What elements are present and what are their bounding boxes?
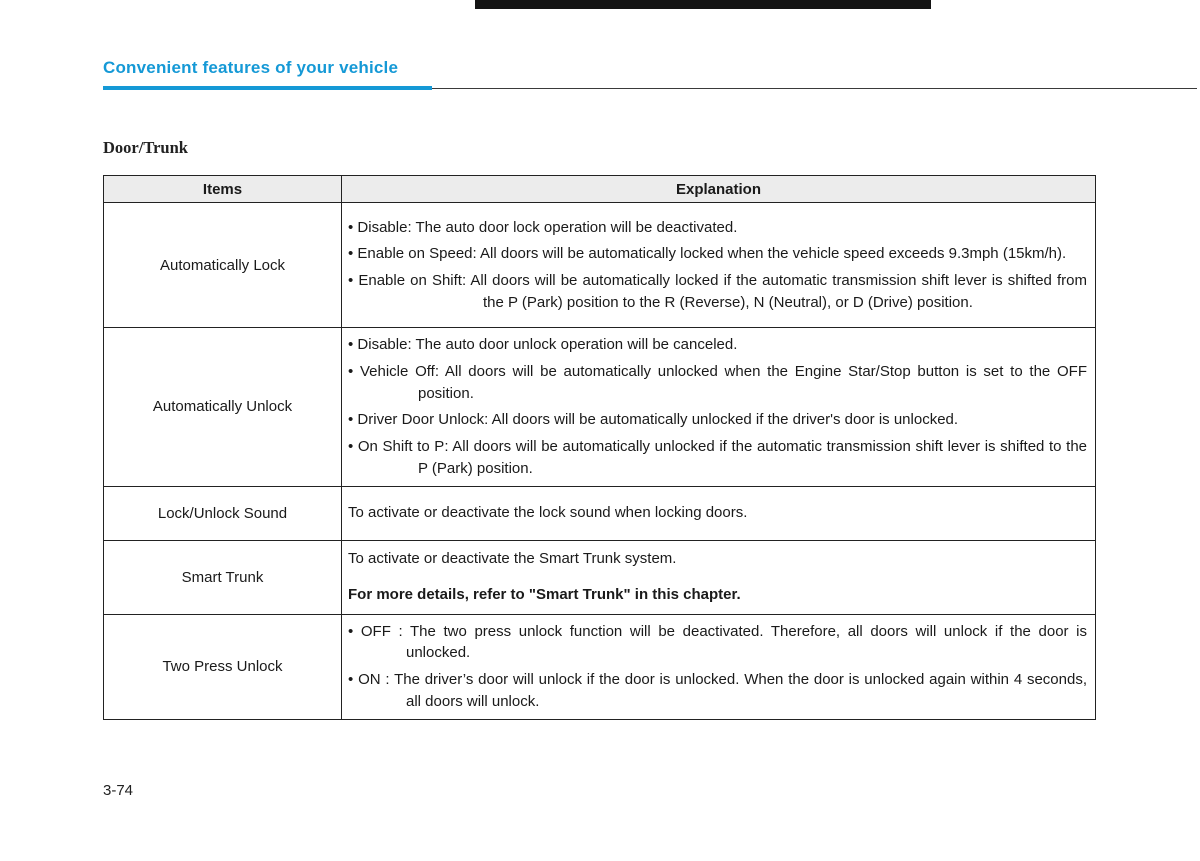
table-row <box>104 203 1096 328</box>
bullet-list <box>348 621 1087 713</box>
bullet-list <box>348 217 1087 314</box>
item-cell-lock-unlock-sound: Lock/Unlock Sound <box>104 486 342 540</box>
explanation-cell <box>342 203 1096 328</box>
table-header-row <box>104 176 1096 203</box>
explanation-bold-note: For more details, refer to "Smart Trunk" in this chapter. <box>348 586 741 603</box>
explanation-text: To activate or deactivate the lock sound when locking doors. <box>348 504 748 522</box>
table-row <box>104 614 1096 719</box>
explanation-text: To activate or deactivate the Smart Trunk system. <box>348 550 677 568</box>
bullet-item: • OFF : The two press unlock function will be deactivated. Therefore, all doors will unlock if the door is unlocked. <box>348 621 1087 665</box>
explanation-cell <box>342 540 1096 614</box>
col-header-explanation: Explanation <box>342 176 1096 203</box>
bullet-item: • Enable on Speed: All doors will be automatically locked when the vehicle speed exceeds 9.3mph (15km/h). <box>348 243 1087 265</box>
door-trunk-table-container <box>103 175 1096 720</box>
door-trunk-table <box>103 175 1096 720</box>
item-cell-smart-trunk: Smart Trunk <box>104 540 342 614</box>
bullet-item: • On Shift to P: All doors will be automatically unlocked if the automatic transmission shift lever is shifted to the P (Park) position. <box>348 436 1087 480</box>
table-row <box>104 486 1096 540</box>
bullet-item: • Driver Door Unlock: All doors will be automatically unlocked if the driver's door is unlocked. <box>348 409 1087 431</box>
title-underline-accent <box>103 86 432 90</box>
explanation-cell <box>342 614 1096 719</box>
table-row <box>104 328 1096 487</box>
scan-artifact-bar <box>475 0 931 9</box>
bullet-item: • Disable: The auto door lock operation will be deactivated. <box>348 217 1087 239</box>
bullet-item: • Enable on Shift: All doors will be automatically locked if the automatic transmission shift lever is shifted from the P (Park) position to the R (Reverse), N (Neutral), or D (Drive) position. <box>348 270 1087 314</box>
bullet-item: • ON : The driver’s door will unlock if the door is unlocked. When the door is unlocked again within 4 seconds, all doors will unlock. <box>348 669 1087 713</box>
table-row <box>104 540 1096 614</box>
bullet-item: • Vehicle Off: All doors will be automatically unlocked when the Engine Star/Stop button is set to the OFF position. <box>348 361 1087 405</box>
item-cell-two-press-unlock: Two Press Unlock <box>104 614 342 719</box>
col-header-items: Items <box>104 176 342 203</box>
item-cell-automatically-lock: Automatically Lock <box>104 203 342 328</box>
section-title: Door/Trunk <box>103 138 188 157</box>
item-cell-automatically-unlock: Automatically Unlock <box>104 328 342 487</box>
title-underline-thin <box>432 88 1197 89</box>
chapter-title: Convenient features of your vehicle <box>103 58 399 77</box>
bullet-list <box>348 334 1087 480</box>
explanation-cell <box>342 328 1096 487</box>
page-number: 3-74 <box>103 782 134 799</box>
bullet-item: • Disable: The auto door unlock operation will be canceled. <box>348 334 1087 356</box>
explanation-cell <box>342 486 1096 540</box>
